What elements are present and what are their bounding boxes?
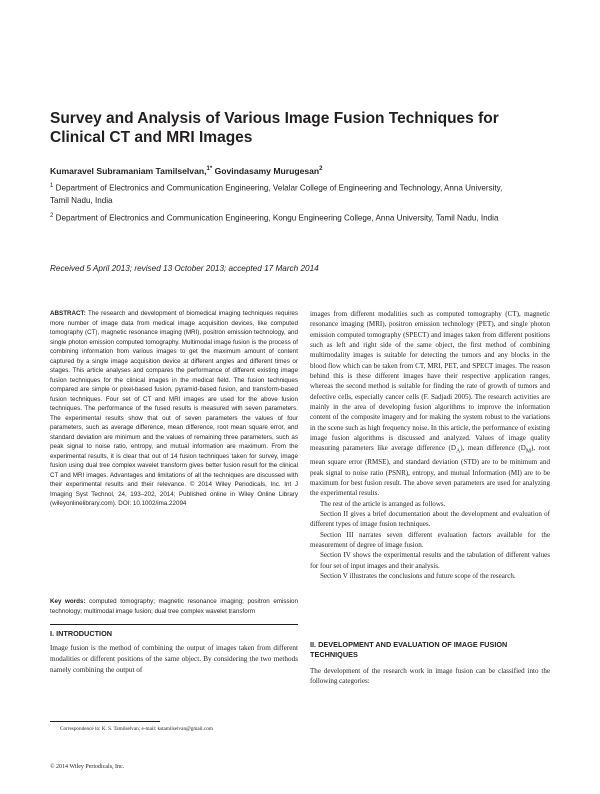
affiliation-text: Department of Electronics and Communication Engineering, Velalar College of Engineering and Technology, Anna University, Tamil Nadu, India	[50, 183, 503, 205]
affiliation	[50, 180, 520, 207]
keywords	[50, 597, 298, 616]
introduction-text: Image fusion is the method of combining the output of images taken from different modalities or different positions of the same object. By considering the two methods namely combining the output of	[50, 644, 298, 675]
copyright-footer: © 2014 Wiley Periodicals, Inc.	[50, 764, 125, 770]
author-name: Govindasamy Murugesan	[214, 165, 320, 176]
affiliation-number: 1	[50, 183, 54, 189]
affiliation-number: 2	[50, 213, 54, 219]
abstract-label: ABSTRACT:	[50, 310, 86, 317]
affiliation	[50, 210, 520, 225]
section-heading-development: II. DEVELOPMENT AND EVALUATION OF IMAGE FUSION TECHNIQUES	[310, 640, 508, 659]
subscript: M	[525, 448, 532, 455]
section-heading-introduction: I. INTRODUCTION	[50, 629, 113, 638]
author-affiliation-marker: 1*	[206, 166, 213, 172]
author-list	[50, 163, 550, 177]
body-paragraph: Section II gives a brief documentation about the development and evaluation of different types of image fusion techniques.	[310, 509, 550, 529]
affiliation-text: Department of Electronics and Communication Engineering, Kongu Engineering College, Anna University, Tamil Nadu, India	[55, 213, 499, 223]
abstract-text: The research and development of biomedical imaging techniques requires more number of image data from medical image acquisition devices, like computed tomography (CT), magnetic resonance imaging (MRI), positron emission technology, and single photon emission computed tomography. Multimodal image fusion is the process of combining information from various images to get the maximum amount of content captured by a single image acquisition device at different angles and different times or stages. This article analyses and compares the performance of different existing image fusion techniques for the clinical images in the medical field. The fusion techniques compared are simple or pixel-based fusion, pyramid-based fusion, and transform-based fusion techniques. Four set of CT and MRI images are used for the above fusion techniques. The performance of the fused results is measured with seven parameters. The experimental results show that out of seven parameters the values of four parameters, such as average difference, mean difference, root mean square error, and standard deviation are minimum and the values of remaining three parameters, such as peak signal to noise ratio, entropy, and mutual information are maximum. From the experimental results, it is clear that out of 14 fusion techniques taken for survey, image fusion using dual tree complex wavelet transform gives better fusion result for the clinical CT and MRI images. Advantages and limitations of all the techniques are discussed with their experimental results and their relevance.	[50, 310, 298, 488]
author-affiliation-marker: 2	[319, 166, 323, 172]
body-paragraph: Section V illustrates the conclusions and future scope of the research.	[320, 572, 516, 580]
abstract-divider	[50, 624, 298, 625]
correspondence-footnote: Correspondence to: K. S. Tamilselvan; e-mail: kstamilselvan@gmail.com	[60, 726, 213, 732]
keywords-label: Key words:	[50, 598, 86, 605]
subscript: A	[455, 448, 461, 455]
article-dates: Received 5 April 2013; revised 13 October 2013; accepted 17 March 2014	[50, 264, 319, 273]
abstract-copyright: © 2014 Wiley Periodicals, Inc. Int J Imaging Syst Technol, 24, 193–202, 2014; Published online in Wiley Online Library (wileyonlinelibrary.com). DOI: 10.1002/ima.22094	[50, 481, 298, 507]
author-name: Kumaravel Subramaniam Tamilselvan,	[50, 165, 207, 176]
article-title: Survey and Analysis of Various Image Fusion Techniques for Clinical CT and MRI Images	[50, 110, 499, 146]
keywords-text: computed tomography; magnetic resonance imaging; positron emission technology; multimodal image fusion; dual tree complex wavelet transform	[50, 598, 298, 615]
body-paragraph: Section III narrates seven different evaluation factors available for the measurement of degree of image fusion.	[310, 530, 550, 549]
body-paragraph: images from different modalities such as computed tomography (CT), magnetic resonance imaging (MRI), positron emission technology (PET), and single photon emission computed tomography (SPECT) and images taken from different positions such as left and right side of the same object, the first method of combining multimodality images is suitable for detecting the tumors and any blocks in the blood flow which can be taken from CT, MRI, PET, and SPECT images. The reason behind this is these different images have their respective application ranges, whereas the second method is suitable for finding the rate of growth of tumors and defective cells, especially cancer cells (F. Sadjadi 2005). The research activities are mainly in the area of developing fusion algorithms to improve the information content of the composite imagery and for making the system robust to the variations in the scene such as high frequency noise. In this article, the performance of existing image fusion algorithms is discussed and analyzed. Values of image quality measuring parameters like average difference $(D_A)$, mean difference $(D_M)$, root mean square error (RMSE), and standard deviation (STD) are to be minimum and peak signal to noise ratio (PSNR), entropy, and mutual Information (MI) are to be maximum for best fusion result. The above seven parameters are used for analyzing the experimental results.	[310, 310, 550, 498]
right-column-text	[310, 309, 550, 581]
section2-text: The development of the research work in image fusion can be classified into the following categories:	[310, 667, 550, 686]
body-paragraph: The rest of the article is arranged as follows.	[320, 499, 446, 508]
body-paragraph: Section IV shows the experimental results and the tabulation of different values for four set of input images and their analysis.	[310, 551, 550, 570]
abstract	[50, 309, 298, 509]
footnote-rule	[50, 721, 160, 722]
